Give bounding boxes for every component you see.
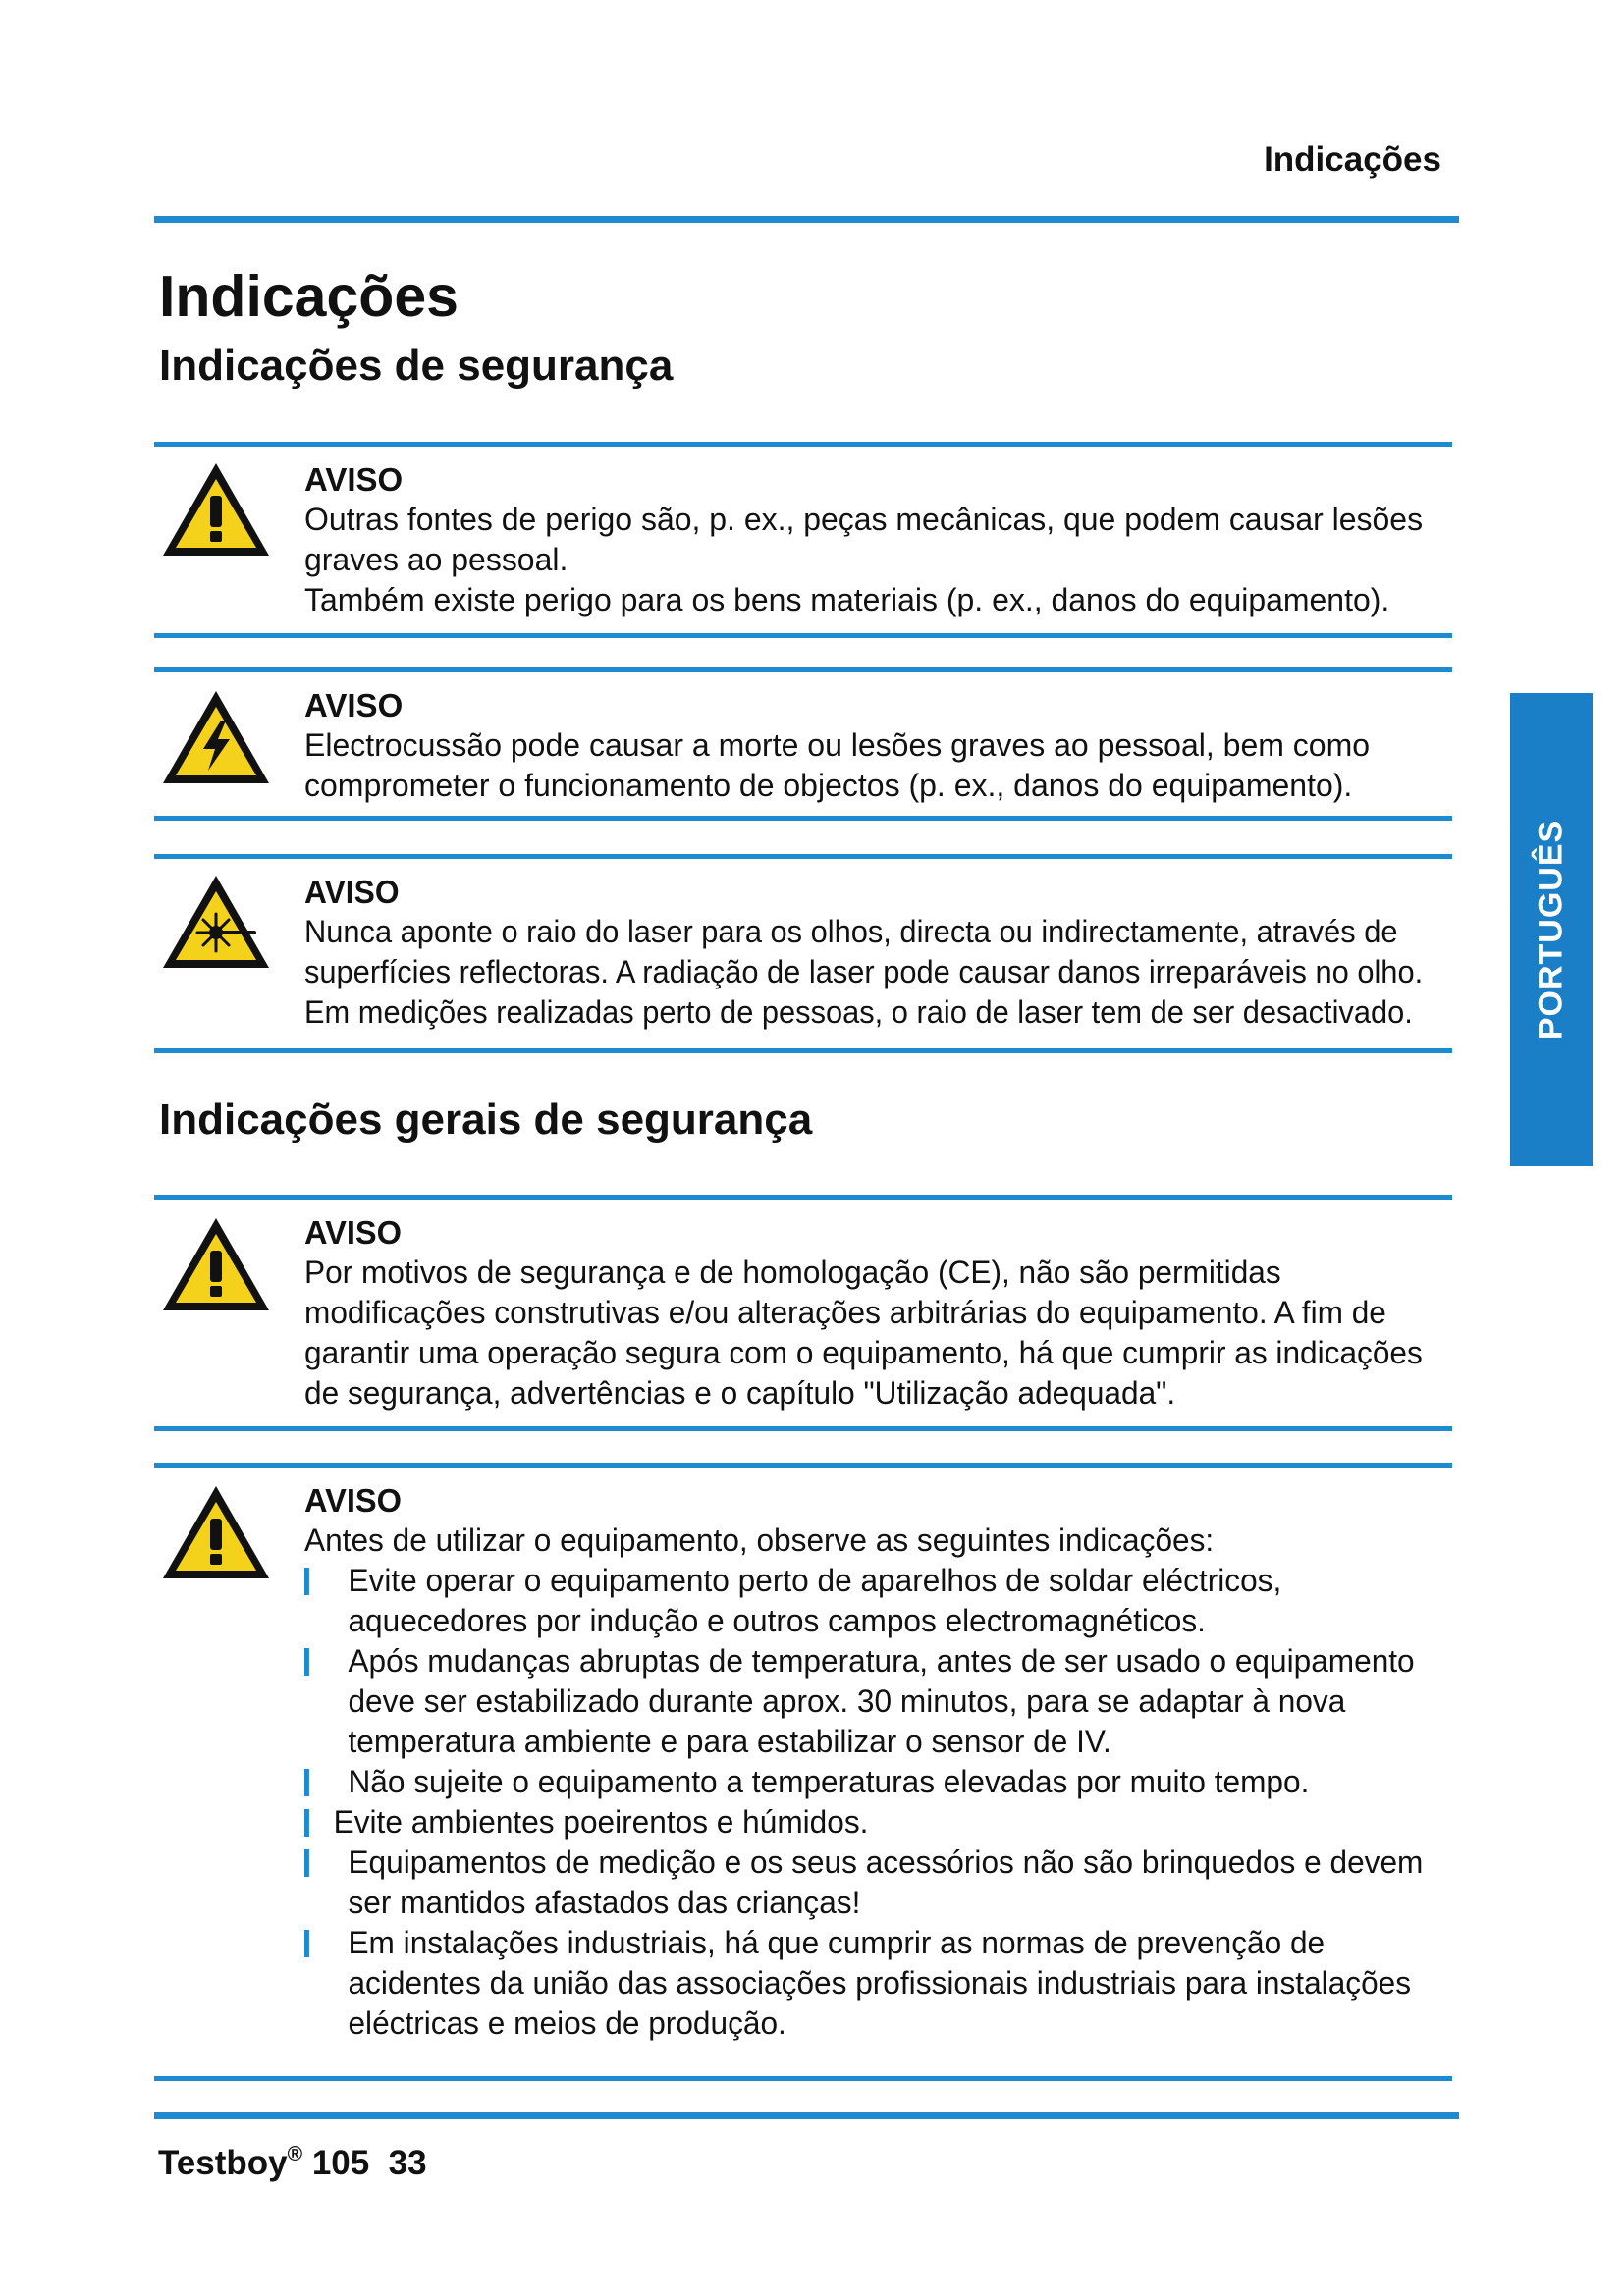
bullet-marker bbox=[304, 1648, 309, 1676]
warning-text-line: comprometer o funcionamento de objectos (p. ex., danos do equipamento). bbox=[304, 768, 1353, 803]
page-number: 33 bbox=[388, 2144, 427, 2182]
bullet-text-line: Evite ambientes poeirentos e húmidos. bbox=[333, 1804, 869, 1840]
list-item bbox=[304, 1842, 1424, 1923]
footer-rule bbox=[154, 2112, 1459, 2119]
header-rule bbox=[154, 216, 1459, 223]
list-item bbox=[304, 1762, 1409, 1802]
bullet-text-line: Evite operar o equipamento perto de aparelhos de soldar eléctricos, bbox=[348, 1563, 1282, 1598]
warning-text-line: Também existe perigo para os bens materiais (p. ex., danos do equipamento). bbox=[304, 582, 1390, 617]
running-header: Indicações bbox=[1264, 140, 1441, 179]
warning-text-line: graves ao pessoal. bbox=[304, 542, 568, 577]
bullet-text-line: Após mudanças abruptas de temperatura, antes de ser usado o equipamento bbox=[348, 1643, 1415, 1679]
list-item bbox=[304, 1641, 1415, 1762]
warning-box bbox=[154, 442, 1452, 638]
bullet-marker bbox=[304, 1769, 309, 1796]
bullet-text-line: deve ser estabilizado durante aprox. 30 minutos, para se adaptar à nova bbox=[348, 1683, 1346, 1719]
warning-intro: Antes de utilizar o equipamento, observe as seguintes indicações: bbox=[304, 1522, 1215, 1558]
bullet-text-line: Não sujeite o equipamento a temperaturas elevadas por muito tempo. bbox=[348, 1764, 1310, 1799]
warning-box bbox=[154, 1195, 1452, 1431]
bullet-text-line: acidentes da união das associações profissionais industriais para instalações bbox=[348, 1965, 1412, 2001]
bullet-text-line: Em instalações industriais, há que cumprir as normas de prevenção de bbox=[348, 1925, 1326, 1960]
warning-exclamation-icon bbox=[160, 1483, 272, 1581]
warning-title: AVISO bbox=[304, 1482, 403, 1519]
warning-text-line: modificações construtivas e/ou alterações arbitrárias do equipamento. A fim de bbox=[304, 1295, 1386, 1330]
bullet-text-line: aquecedores por indução e outros campos electromagnéticos. bbox=[348, 1603, 1206, 1638]
warning-title: AVISO bbox=[304, 874, 400, 910]
warning-text-line: Outras fontes de perigo são, p. ex., peças mecânicas, que podem causar lesões bbox=[304, 502, 1424, 537]
warning-title: AVISO bbox=[304, 1214, 403, 1251]
bullet-list bbox=[304, 1561, 1424, 2044]
bullet-marker bbox=[304, 1568, 309, 1595]
warning-text-line: Em medições realizadas perto de pessoas, o raio de laser tem de ser desactivado. bbox=[304, 994, 1413, 1030]
footer bbox=[158, 2143, 427, 2183]
warning-text-line: garantir uma operação segura com o equipamento, há que cumprir as indicações bbox=[304, 1335, 1423, 1370]
list-item bbox=[304, 1802, 1409, 1842]
warning-text-line: superfícies reflectoras. A radiação de laser pode causar danos irreparáveis no olho. bbox=[304, 954, 1424, 989]
language-tab-label: PORTUGUÊS bbox=[1532, 819, 1570, 1041]
warning-exclamation-icon bbox=[160, 460, 272, 559]
footer-brand: Testboy bbox=[158, 2144, 288, 2182]
warning-text-line: de segurança, advertências e o capítulo "Utilização adequada". bbox=[304, 1375, 1176, 1411]
electric-shock-icon bbox=[160, 688, 272, 786]
bullet-text-line: temperatura ambiente e para estabilizar o sensor de IV. bbox=[348, 1724, 1111, 1759]
bullet-marker bbox=[304, 1849, 309, 1877]
laser-warning-icon bbox=[160, 873, 272, 971]
list-item bbox=[304, 1561, 1409, 1641]
warning-box bbox=[154, 854, 1452, 1053]
warning-box bbox=[154, 1463, 1452, 2081]
warning-title: AVISO bbox=[304, 687, 404, 723]
bullet-marker bbox=[304, 1809, 309, 1837]
warning-text-line: Electrocussão pode causar a morte ou lesões graves ao pessoal, bem como bbox=[304, 727, 1371, 763]
page-title: Indicações bbox=[159, 264, 459, 329]
registered-mark: ® bbox=[287, 2143, 303, 2165]
bullet-marker bbox=[304, 1930, 309, 1957]
warning-title: AVISO bbox=[304, 461, 404, 498]
bullet-text-line: ser mantidos afastados das crianças! bbox=[348, 1885, 861, 1920]
section-heading-general-safety: Indicações gerais de segurança bbox=[159, 1095, 813, 1144]
language-tab bbox=[1510, 693, 1593, 1166]
warning-exclamation-icon bbox=[160, 1215, 272, 1313]
list-item bbox=[304, 1923, 1412, 2044]
warning-box bbox=[154, 667, 1452, 821]
footer-model: 105 bbox=[311, 2144, 370, 2182]
bullet-text-line: Equipamentos de medição e os seus acessórios não são brinquedos e devem bbox=[348, 1844, 1424, 1880]
bullet-text-line: eléctricas e meios de produção. bbox=[348, 2005, 786, 2041]
warning-text-line: Por motivos de segurança e de homologação (CE), não são permitidas bbox=[304, 1255, 1281, 1290]
warning-text-line: Nunca aponte o raio do laser para os olhos, directa ou indirectamente, através de bbox=[304, 914, 1398, 949]
section-heading-safety: Indicações de segurança bbox=[159, 342, 674, 390]
